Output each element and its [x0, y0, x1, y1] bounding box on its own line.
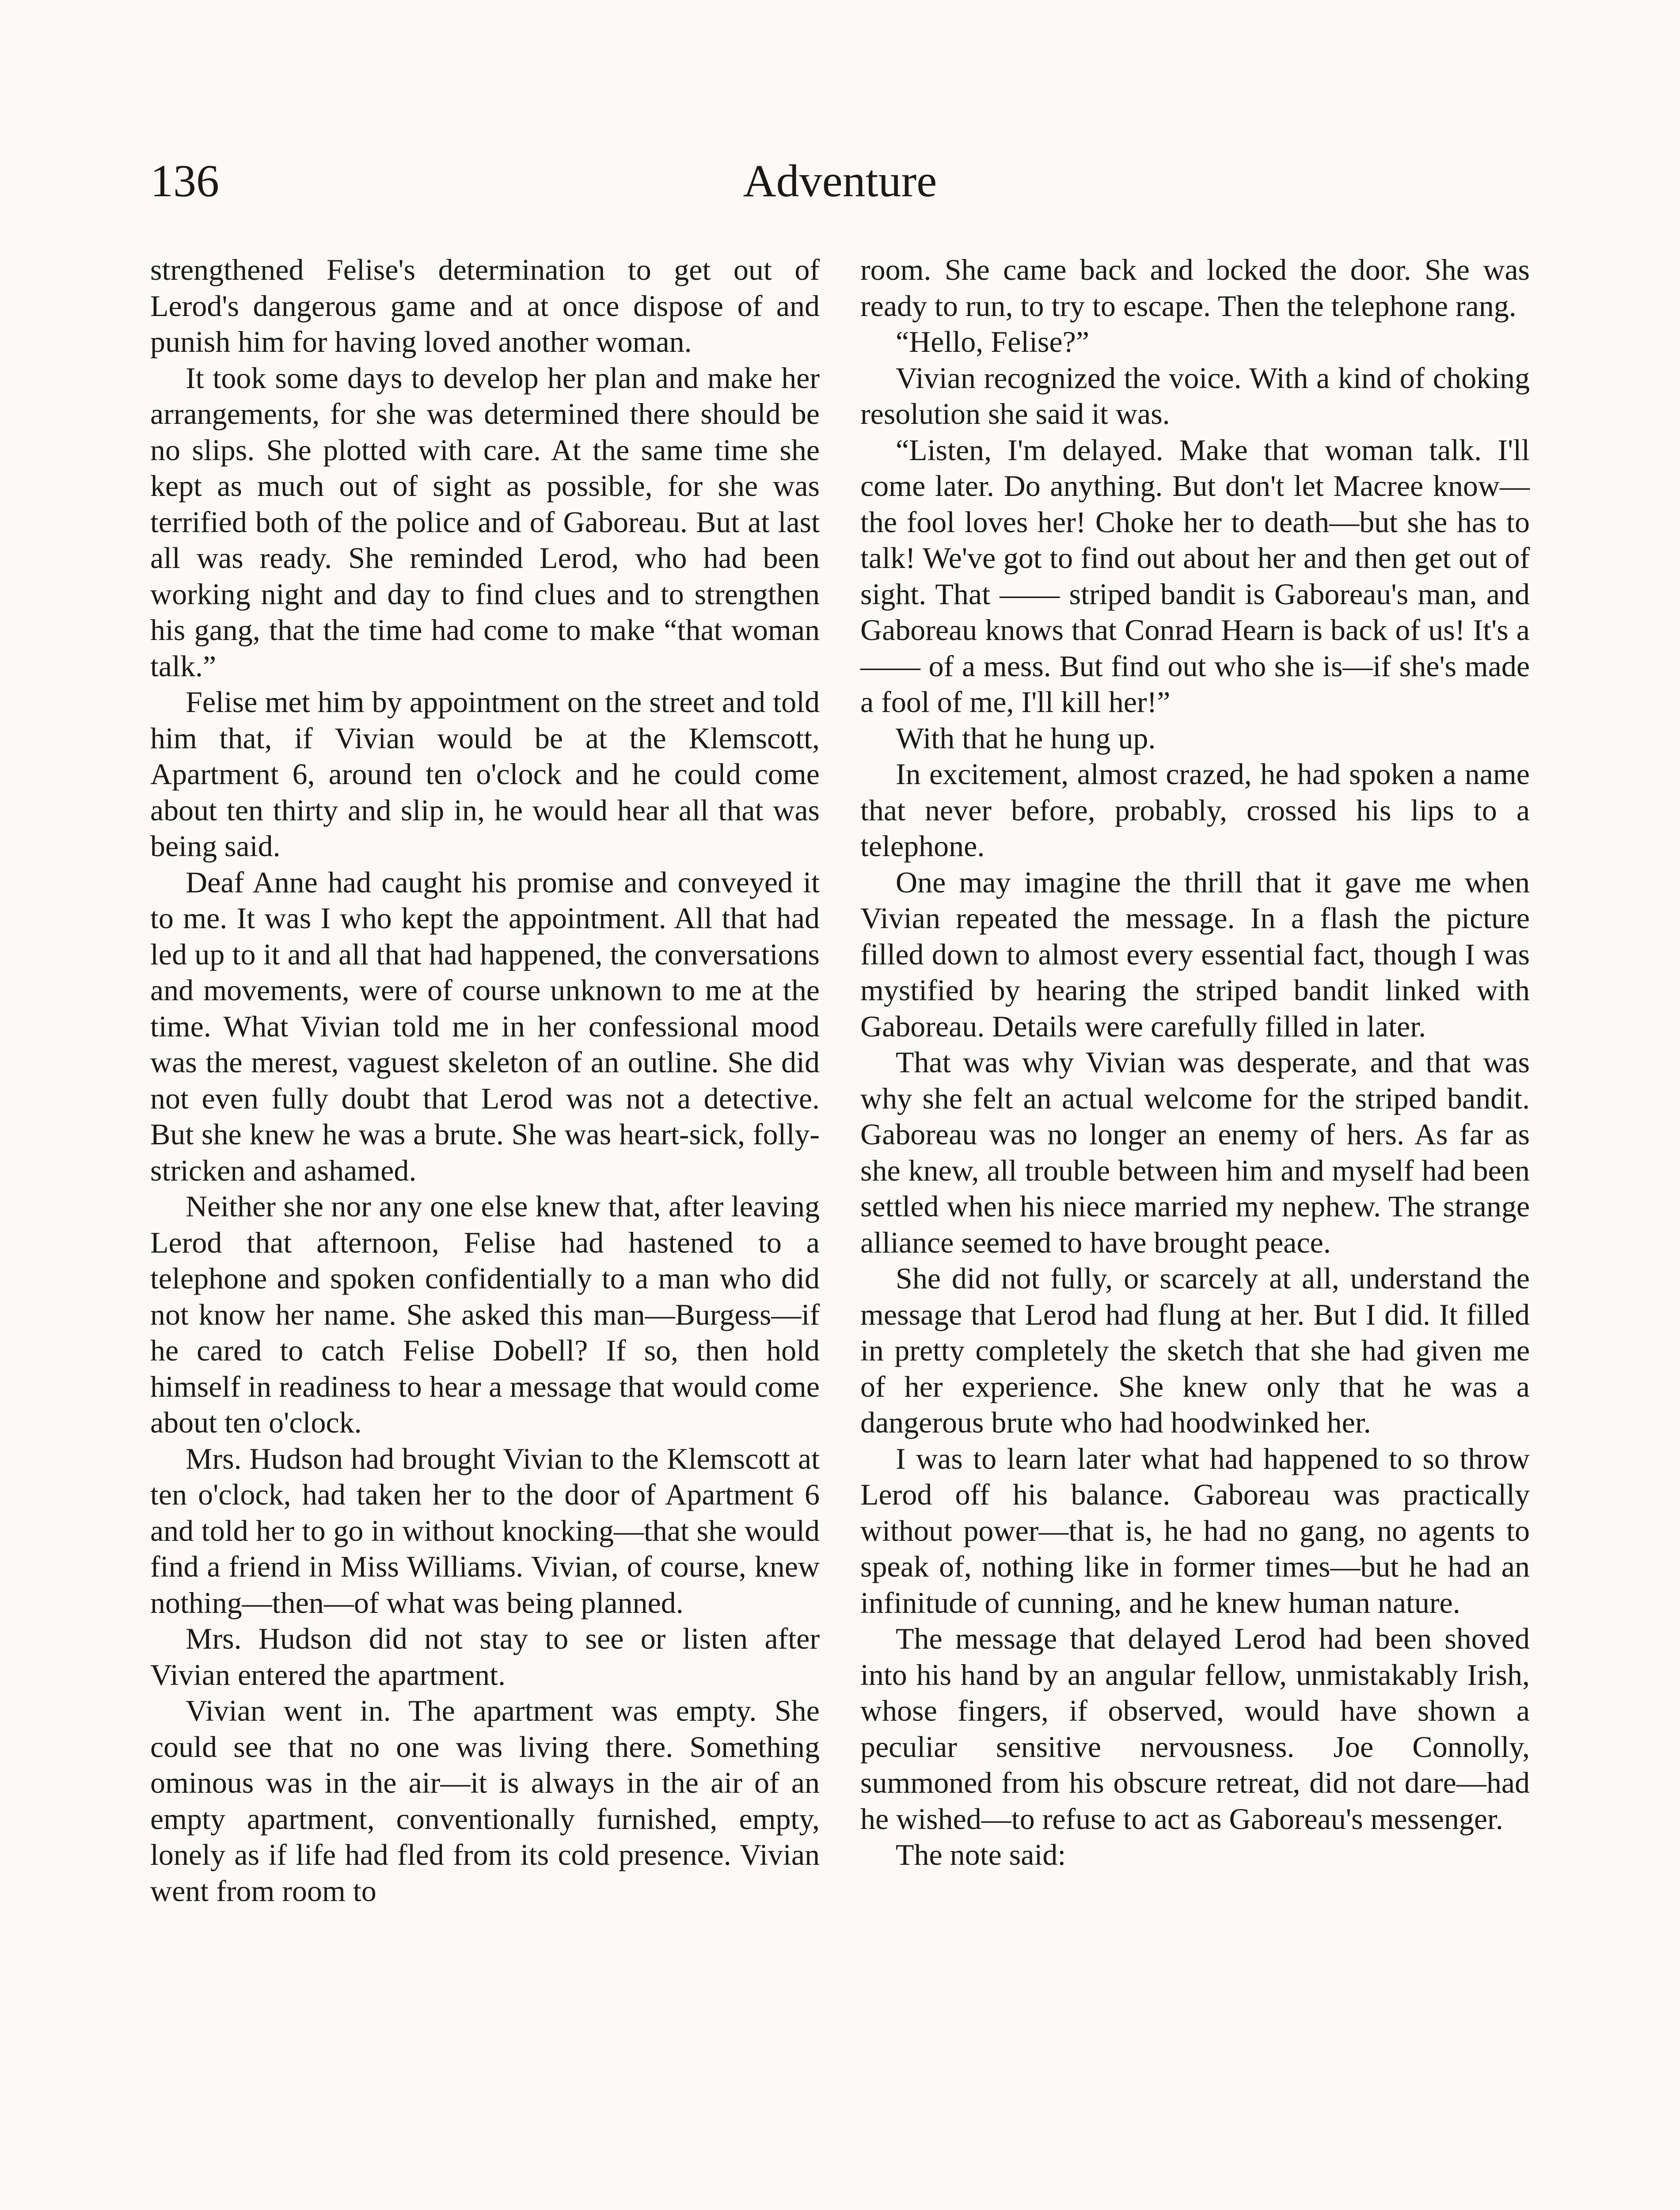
paragraph: Mrs. Hudson did not stay to see or listen after Vivian entered the apartment. — [150, 1622, 820, 1692]
paragraph: Neither she nor any one else knew that, after leaving Lerod that afternoon, Felise had hastened to a telephone and spoken confidentially to a man who did not know her name. She asked this man—Burgess—if he cared to catch Felise Dobell? If so, then hold himself in readiness to hear a message that would come about ten o'clock. — [150, 1189, 820, 1439]
right-text-column — [860, 252, 1530, 2210]
paragraph: room. She came back and locked the door. She was ready to run, to try to escape. Then the telephone rang. — [860, 253, 1530, 323]
magazine-title: Adventure — [743, 156, 937, 206]
paragraph: That was why Vivian was desperate, and that was why she felt an actual welcome for the striped bandit. Gaboreau was no longer an enemy of hers. As far as she knew, all trouble between him and myself had been settled when his niece married my nephew. The strange alliance seemed to have brought peace. — [860, 1045, 1530, 1259]
paragraph: “Listen, I'm delayed. Make that woman talk. I'll come later. Do anything. But don't let Macree know—the fool loves her! Choke her to death—but she has to talk! We've got to find out about her and then get out of sight. That —— striped bandit is Gaboreau's man, and Gaboreau knows that Conrad Hearn is back of us! It's a —— of a mess. But find out who she is—if she's made a fool of me, I'll kill her!” — [860, 433, 1530, 719]
paragraph: In excitement, almost crazed, he had spoken a name that never before, probably, crossed his lips to a telephone. — [860, 757, 1530, 863]
paragraph: strengthened Felise's determination to get out of Lerod's dangerous game and at once dispose of and punish him for having loved another woman. — [150, 253, 820, 358]
paragraph: The note said: — [896, 1838, 1066, 1871]
paragraph: Vivian went in. The apartment was empty. She could see that no one was living there. Something ominous was in the air—it is always in the air of an empty apartment, conventionally furnished, empty, lonely as if life had fled from its cold presence. Vivian went from room to — [150, 1694, 820, 1908]
left-text-column — [150, 252, 820, 2210]
paragraph: Mrs. Hudson had brought Vivian to the Klemscott at ten o'clock, had taken her to the door of Apartment 6 and told her to go in without knocking—that she would find a friend in Miss Williams. Vivian, of course, knew nothing—then—of what was being planned. — [150, 1441, 820, 1619]
paragraph: It took some days to develop her plan and make her arrangements, for she was determined there should be no slips. She plotted with care. At the same time she kept as much out of sight as possible, for she was terrified both of the police and of Gaboreau. But at last all was ready. She reminded Lerod, who had been working night and day to find clues and to strengthen his gang, that the time had come to make “that woman talk.” — [150, 361, 820, 683]
paragraph: With that he hung up. — [896, 721, 1156, 755]
paragraph: Vivian recognized the voice. With a kind of choking resolution she said it was. — [860, 361, 1530, 431]
paragraph: One may imagine the thrill that it gave me when Vivian repeated the message. In a flash the picture filled down to almost every essential fact, though I was mystified by hearing the striped bandit linked with Gaboreau. Details were carefully filled in later. — [860, 865, 1530, 1043]
paragraph: Deaf Anne had caught his promise and conveyed it to me. It was I who kept the appointment. All that had led up to it and all that had happened, the conversations and movements, were of course unknown to me at the time. What Vivian told me in her confessional mood was the merest, vaguest skeleton of an outline. She did not even fully doubt that Lerod was not a detective. But she knew he was a brute. She was heart-sick, folly-stricken and ashamed. — [150, 865, 820, 1187]
paragraph: “Hello, Felise?” — [896, 325, 1090, 358]
running-header — [150, 155, 1530, 225]
page-number: 136 — [150, 156, 219, 206]
paragraph: She did not fully, or scarcely at all, understand the message that Lerod had flung at her. But I did. It filled in pretty completely the sketch that she had given me of her experience. She knew only that he was a dangerous brute who had hoodwinked her. — [860, 1261, 1530, 1439]
paragraph: I was to learn later what had happened to so throw Lerod off his balance. Gaboreau was practically without power—that is, he had no gang, no agents to speak of, nothing like in former times—but he had an infinitude of cunning, and he knew human nature. — [860, 1441, 1530, 1619]
paragraph: The message that delayed Lerod had been shoved into his hand by an angular fellow, unmistakably Irish, whose fingers, if observed, would have shown a peculiar sensitive nervousness. Joe Connolly, summoned from his obscure retreat, did not dare—had he wished—to refuse to act as Gaboreau's messenger. — [860, 1622, 1530, 1836]
paragraph: Felise met him by appointment on the street and told him that, if Vivian would be at the Klemscott, Apartment 6, around ten o'clock and he could come about ten thirty and slip in, he would hear all that was being said. — [150, 685, 820, 863]
